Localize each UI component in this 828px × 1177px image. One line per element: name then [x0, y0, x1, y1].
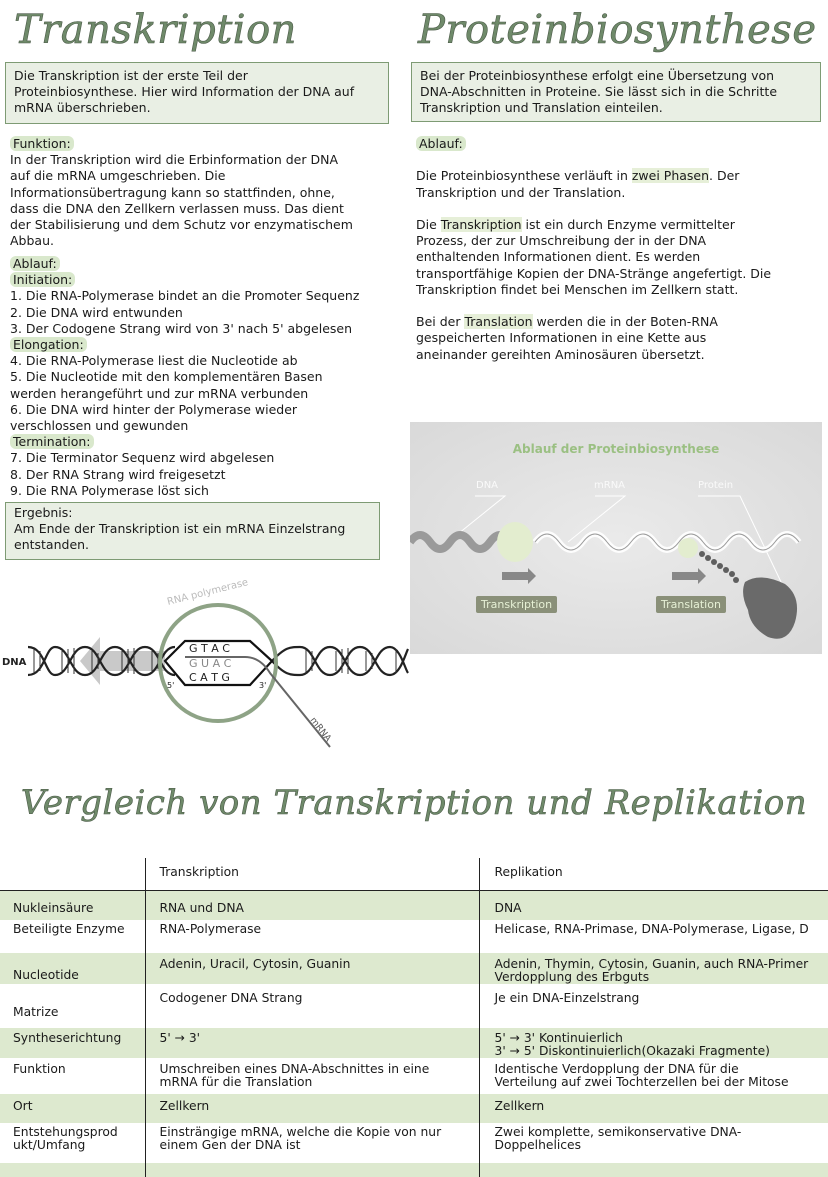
- proteinbiosynthese-intro-box: [411, 62, 821, 122]
- text-line: Informationsübertragung kann so stattfinden, ohne,: [10, 184, 335, 200]
- figure-label-dna: DNA: [476, 480, 499, 491]
- cell-transkription: 5' → 3': [145, 1028, 479, 1058]
- row-label: Syntheserichtung: [0, 1028, 145, 1058]
- table-row: [0, 984, 828, 1028]
- vergleich-table: [0, 858, 828, 1177]
- badge-transkription: Transkription: [476, 596, 557, 613]
- initiation-label: Initiation:: [10, 272, 75, 287]
- step: 9. Die RNA Polymerase löst sich: [10, 482, 209, 498]
- header-replikation: Replikation: [494, 865, 563, 879]
- cell-transkription: RNA und DNA: [145, 890, 479, 920]
- cell-transkription: RNA-Polymerase: [145, 920, 479, 953]
- step: 2. Die DNA wird entwunden: [10, 304, 183, 320]
- figure-label-protein: Protein: [698, 480, 734, 491]
- text-line: transportfähige Kopien der DNA-Stränge angefertigt. Die: [416, 265, 772, 281]
- step: 6. Die DNA wird hinter der Polymerase wieder: [10, 401, 298, 417]
- step: werden herangeführt und zur mRNA verbunden: [10, 385, 309, 401]
- cell-replikation: Adenin, Thymin, Cytosin, Guanin, auch RNA-Primer Verdopplung des Erbguts: [494, 957, 809, 984]
- figure-label-mrna: mRNA: [594, 480, 626, 491]
- top-bases: G T A C: [189, 642, 230, 655]
- table-row: [0, 1058, 828, 1094]
- cell-transkription: Umschreiben eines DNA-Abschnittes in eine mRNA für die Translation: [145, 1058, 479, 1094]
- ergebnis-box: [5, 502, 380, 560]
- ablauf-label: Ablauf:: [10, 256, 60, 271]
- vergleich-title: Vergleich von Transkription und Replikation: [20, 783, 808, 823]
- table-row: [0, 953, 828, 984]
- text-line: gespeicherten Informationen in eine Kette aus: [416, 330, 707, 346]
- table-row: [0, 1163, 828, 1177]
- text: Die Proteinbiosynthese verläuft in: [416, 168, 632, 184]
- intro-line: Bei der Proteinbiosynthese erfolgt eine Übersetzung von: [420, 68, 775, 83]
- step: 7. Die Terminator Sequenz wird abgelesen: [10, 450, 275, 466]
- ergebnis-line: entstanden.: [14, 537, 90, 552]
- intro-line: Proteinbiosynthese. Hier wird Information der DNA auf: [14, 84, 355, 99]
- rna-polymerase-diagram: [0, 575, 410, 755]
- funktion-label: Funktion:: [10, 136, 74, 151]
- mrna-label: mRNA: [307, 715, 333, 744]
- empty-cell: [0, 1163, 145, 1177]
- cell-replikation: DNA: [494, 900, 522, 915]
- ablauf-label: Ablauf:: [416, 136, 466, 151]
- intro-line: mRNA überschrieben.: [14, 100, 151, 115]
- text-line: Prozess, der zur Umschreibung der in der DNA: [416, 233, 707, 249]
- text-line: Abbau.: [10, 233, 54, 249]
- cell-replikation: Helicase, RNA-Primase, DNA-Polymerase, Ligase, D: [494, 922, 809, 936]
- cell-transkription: Einsträngige mRNA, welche die Kopie von nur einem Gen der DNA ist: [145, 1123, 479, 1163]
- svg-text:3': 3': [259, 681, 267, 690]
- proteinbiosynthese-figure: [410, 422, 822, 654]
- step: 4. Die RNA-Polymerase liest die Nucleotide ab: [10, 353, 298, 369]
- cell-replikation: Identische Verdopplung der DNA für die Verteilung auf zwei Tochterzellen bei der Mitose: [494, 1062, 789, 1089]
- step: 5. Die Nucleotide mit den komplementären Basen: [10, 369, 323, 385]
- proteinbiosynthese-title: Proteinbiosynthese: [418, 7, 817, 53]
- highlight-translation: Translation: [464, 314, 533, 330]
- badge-translation: Translation: [656, 596, 726, 613]
- row-label: Nucleotide: [0, 953, 145, 984]
- highlight-zwei-phasen: zwei Phasen: [631, 168, 710, 184]
- step: 3. Der Codogene Strang wird von 3' nach 5' abgelesen: [10, 320, 353, 336]
- text: ist ein durch Enzyme vermittelter: [521, 217, 735, 233]
- text-line: auf die mRNA umgeschrieben. Die: [10, 168, 226, 184]
- text-line: enthaltenden Informationen dient. Es werden: [416, 249, 701, 265]
- text-line: dass die DNA den Zellkern verlassen muss. Das dient: [10, 200, 344, 216]
- text: . Der: [709, 168, 740, 184]
- funktion-section: [10, 136, 410, 249]
- empty-cell: [479, 1163, 828, 1177]
- table-row: [0, 1028, 828, 1058]
- text-line: aneinander gereihten Aminosäuren übersetzt.: [416, 346, 705, 362]
- cell-replikation: Je ein DNA-Einzelstrang: [494, 991, 640, 1005]
- step: verschlossen und gewunden: [10, 418, 189, 434]
- table-row: [0, 920, 828, 953]
- intro-line: Transkription und Translation einteilen.: [420, 100, 663, 115]
- text: Die: [416, 217, 441, 233]
- table-row: [0, 1123, 828, 1163]
- header-transkription: Transkription: [145, 858, 479, 890]
- ablauf-section: [10, 256, 410, 499]
- cell-replikation: Zwei komplette, semikonservative DNA- Doppelhelices: [494, 1125, 742, 1152]
- dna-label: DNA: [2, 657, 27, 668]
- header-empty: [0, 858, 145, 890]
- row-label: Beteiligte Enzyme: [0, 920, 145, 953]
- intro-line: DNA-Abschnitten in Proteine. Sie lässt sich in die Schritte: [420, 84, 778, 99]
- text-line: Transkription und der Translation.: [416, 184, 626, 200]
- elongation-label: Elongation:: [10, 337, 87, 352]
- step: 8. Der RNA Strang wird freigesetzt: [10, 466, 226, 482]
- text: Bei der: [416, 314, 465, 330]
- row-label: Nukleinsäure: [0, 890, 145, 920]
- transkription-title: Transkription: [14, 7, 297, 53]
- table-row: [0, 890, 828, 920]
- rna-polymerase-label: RNA polymerase: [166, 577, 250, 608]
- svg-text:5': 5': [167, 681, 175, 690]
- row-label: Entstehungsprod ukt/Umfang: [0, 1123, 145, 1163]
- cell-transkription: Codogener DNA Strang: [145, 984, 479, 1028]
- table-row: [0, 1094, 828, 1123]
- intro-line: Die Transkription ist der erste Teil der: [14, 68, 248, 83]
- row-label: Ort: [0, 1094, 145, 1123]
- bottom-bases: C A T G: [189, 671, 230, 684]
- protein-ablauf-section: [416, 136, 826, 363]
- ergebnis-line: Am Ende der Transkription ist ein mRNA Einzelstrang: [14, 521, 346, 536]
- cell-transkription: Zellkern: [145, 1094, 479, 1123]
- row-label: Matrize: [0, 984, 145, 1028]
- ergebnis-label: Ergebnis:: [14, 505, 73, 520]
- row-label: Funktion: [0, 1058, 145, 1094]
- cell-replikation: 5' → 3' Kontinuierlich 3' → 5' Diskontinuierlich(Okazaki Fragmente): [494, 1031, 770, 1058]
- termination-label: Termination:: [10, 434, 94, 449]
- text-line: der Stabilisierung und dem Schutz vor enzymatischem: [10, 217, 353, 233]
- transkription-intro-box: [5, 62, 389, 124]
- text: werden die in der Boten-RNA: [532, 314, 718, 330]
- text-line: In der Transkription wird die Erbinformation der DNA: [10, 152, 339, 168]
- figure-title: Ablauf der Proteinbiosynthese: [512, 442, 720, 456]
- text-line: Transkription findet bei Menschen im Zellkern statt.: [416, 281, 739, 297]
- cell-transkription: Adenin, Uracil, Cytosin, Guanin: [145, 953, 479, 984]
- cell-replikation: Zellkern: [494, 1099, 545, 1113]
- highlight-transkription: Transkription: [440, 217, 522, 233]
- empty-cell: [145, 1163, 479, 1177]
- step: 1. Die RNA-Polymerase bindet an die Promoter Sequenz: [10, 288, 360, 304]
- mrna-bases: G U A C: [189, 657, 232, 670]
